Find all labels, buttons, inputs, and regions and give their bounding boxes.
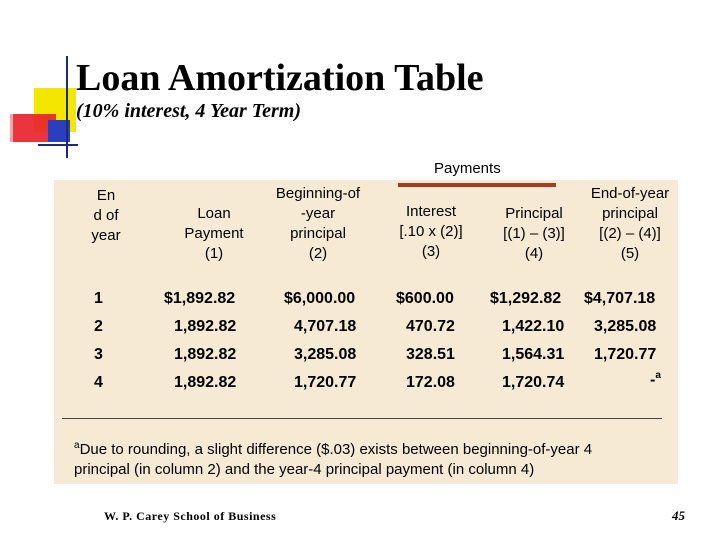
row1-begin: $6,000.00 xyxy=(284,290,356,307)
header-principal: Principal [(1) – (3)] (4) xyxy=(503,205,565,262)
header-end-principal: End-of-year principal [(2) – (4)] (5) xyxy=(590,185,670,262)
footer-brand: W. P. Carey School of Business xyxy=(104,509,277,523)
row2-year: 2 xyxy=(94,318,103,335)
header-end-of-year: En d of year xyxy=(91,187,121,244)
header-beginning-principal: Beginning-of -year principal (2) xyxy=(275,185,361,262)
footnote-marker: a xyxy=(74,440,80,451)
payments-bar xyxy=(398,183,556,187)
row3-interest: 328.51 xyxy=(406,346,455,363)
row2-principal: 1,422.10 xyxy=(502,318,565,335)
row3-principal: 1,564.31 xyxy=(502,346,565,363)
row1-principal: $1,292.82 xyxy=(490,290,562,307)
slide-subtitle: (10% interest, 4 Year Term) xyxy=(76,100,301,122)
row2-interest: 470.72 xyxy=(406,318,455,335)
row4-begin: 1,720.77 xyxy=(294,374,357,391)
row1-year: 1 xyxy=(94,290,103,307)
row4-interest: 172.08 xyxy=(406,374,455,391)
row3-payment: 1,892.82 xyxy=(174,346,237,363)
decor-horizontal-line xyxy=(38,144,78,146)
row2-begin: 4,707.18 xyxy=(294,318,357,335)
row2-payment: 1,892.82 xyxy=(174,318,237,335)
payments-group-label: Payments xyxy=(434,160,501,177)
decor-vertical-line xyxy=(66,56,68,158)
row4-principal: 1,720.74 xyxy=(502,374,565,391)
slide-title: Loan Amortization Table xyxy=(76,57,484,99)
row4-year: 4 xyxy=(94,374,103,391)
footnote-line-2: principal (in column 2) and the year-4 principal payment (in column 4) xyxy=(74,461,535,478)
row4-payment: 1,892.82 xyxy=(174,374,237,391)
row2-end: 3,285.08 xyxy=(594,318,657,335)
row3-begin: 3,285.08 xyxy=(294,346,357,363)
header-interest: Interest [.10 x (2)] (3) xyxy=(399,203,463,260)
footnote xyxy=(74,436,674,480)
footnote-line-1: Due to rounding, a slight difference ($.03) exists between beginning-of-year 4 xyxy=(79,441,593,458)
page-number: 45 xyxy=(672,508,685,523)
row1-end: $4,707.18 xyxy=(584,290,656,307)
header-loan-payment: Loan Payment (1) xyxy=(184,205,244,262)
row1-payment: $1,892.82 xyxy=(164,290,236,307)
row4-end: -$^a$ xyxy=(650,370,661,389)
table-bottom-rule xyxy=(62,418,662,419)
row1-interest: $600.00 xyxy=(396,290,454,307)
row3-year: 3 xyxy=(94,346,103,363)
row3-end: 1,720.77 xyxy=(594,346,657,363)
